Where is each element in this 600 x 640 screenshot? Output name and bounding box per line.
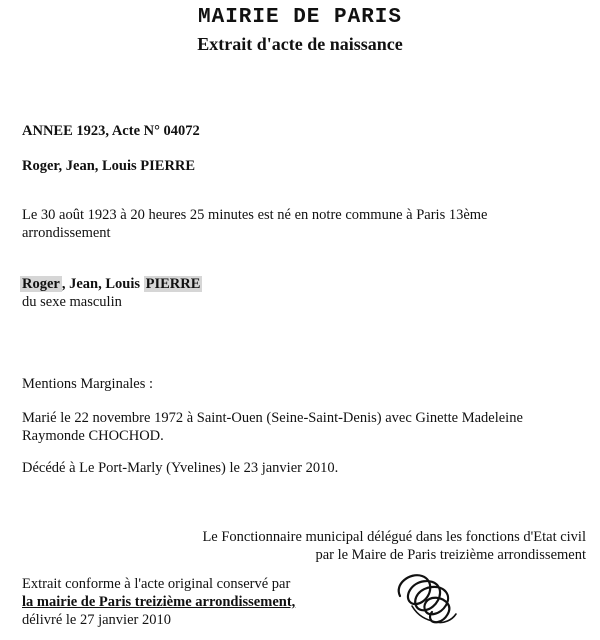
document-title: MAIRIE DE PARIS <box>197 6 403 29</box>
sex-line: du sexe masculin <box>22 294 122 310</box>
extract-line-1: Extrait conforme à l'acte original conservé par <box>22 576 291 592</box>
last-name-highlight: PIERRE <box>145 276 201 292</box>
first-name-highlight: Roger <box>22 276 60 292</box>
extract-line-2: la mairie de Paris treizième arrondissement, <box>22 594 296 610</box>
marriage-line-1: Marié le 22 novembre 1972 à Saint-Ouen (Seine-Saint-Denis) avec Ginette Madeleine <box>22 410 523 426</box>
document-subtitle: Extrait d'acte de naissance <box>197 34 403 54</box>
official-line-1: Le Fonctionnaire municipal délégué dans les fonctions d'Etat civil <box>202 529 586 545</box>
birth-line-1: Le 30 août 1923 à 20 heures 25 minutes est né en notre commune à Paris 13ème <box>22 207 488 223</box>
extract-line-3: délivré le 27 janvier 2010 <box>22 612 171 628</box>
year-act-number: ANNEE 1923, Acte N° 04072 <box>22 123 200 139</box>
marriage-line-2: Raymonde CHOCHOD. <box>22 428 164 444</box>
person-name <box>20 276 202 293</box>
middle-names: , Jean, Louis <box>61 276 144 292</box>
official-line-2: par le Maire de Paris treizième arrondissement <box>315 547 586 563</box>
mentions-heading: Mentions Marginales : <box>22 376 154 392</box>
death-line: Décédé à Le Port-Marly (Yvelines) le 23 janvier 2010. <box>22 460 339 476</box>
name-heading: Roger, Jean, Louis PIERRE <box>22 158 196 174</box>
signature-icon <box>392 566 462 628</box>
birth-line-2: arrondissement <box>22 225 111 241</box>
